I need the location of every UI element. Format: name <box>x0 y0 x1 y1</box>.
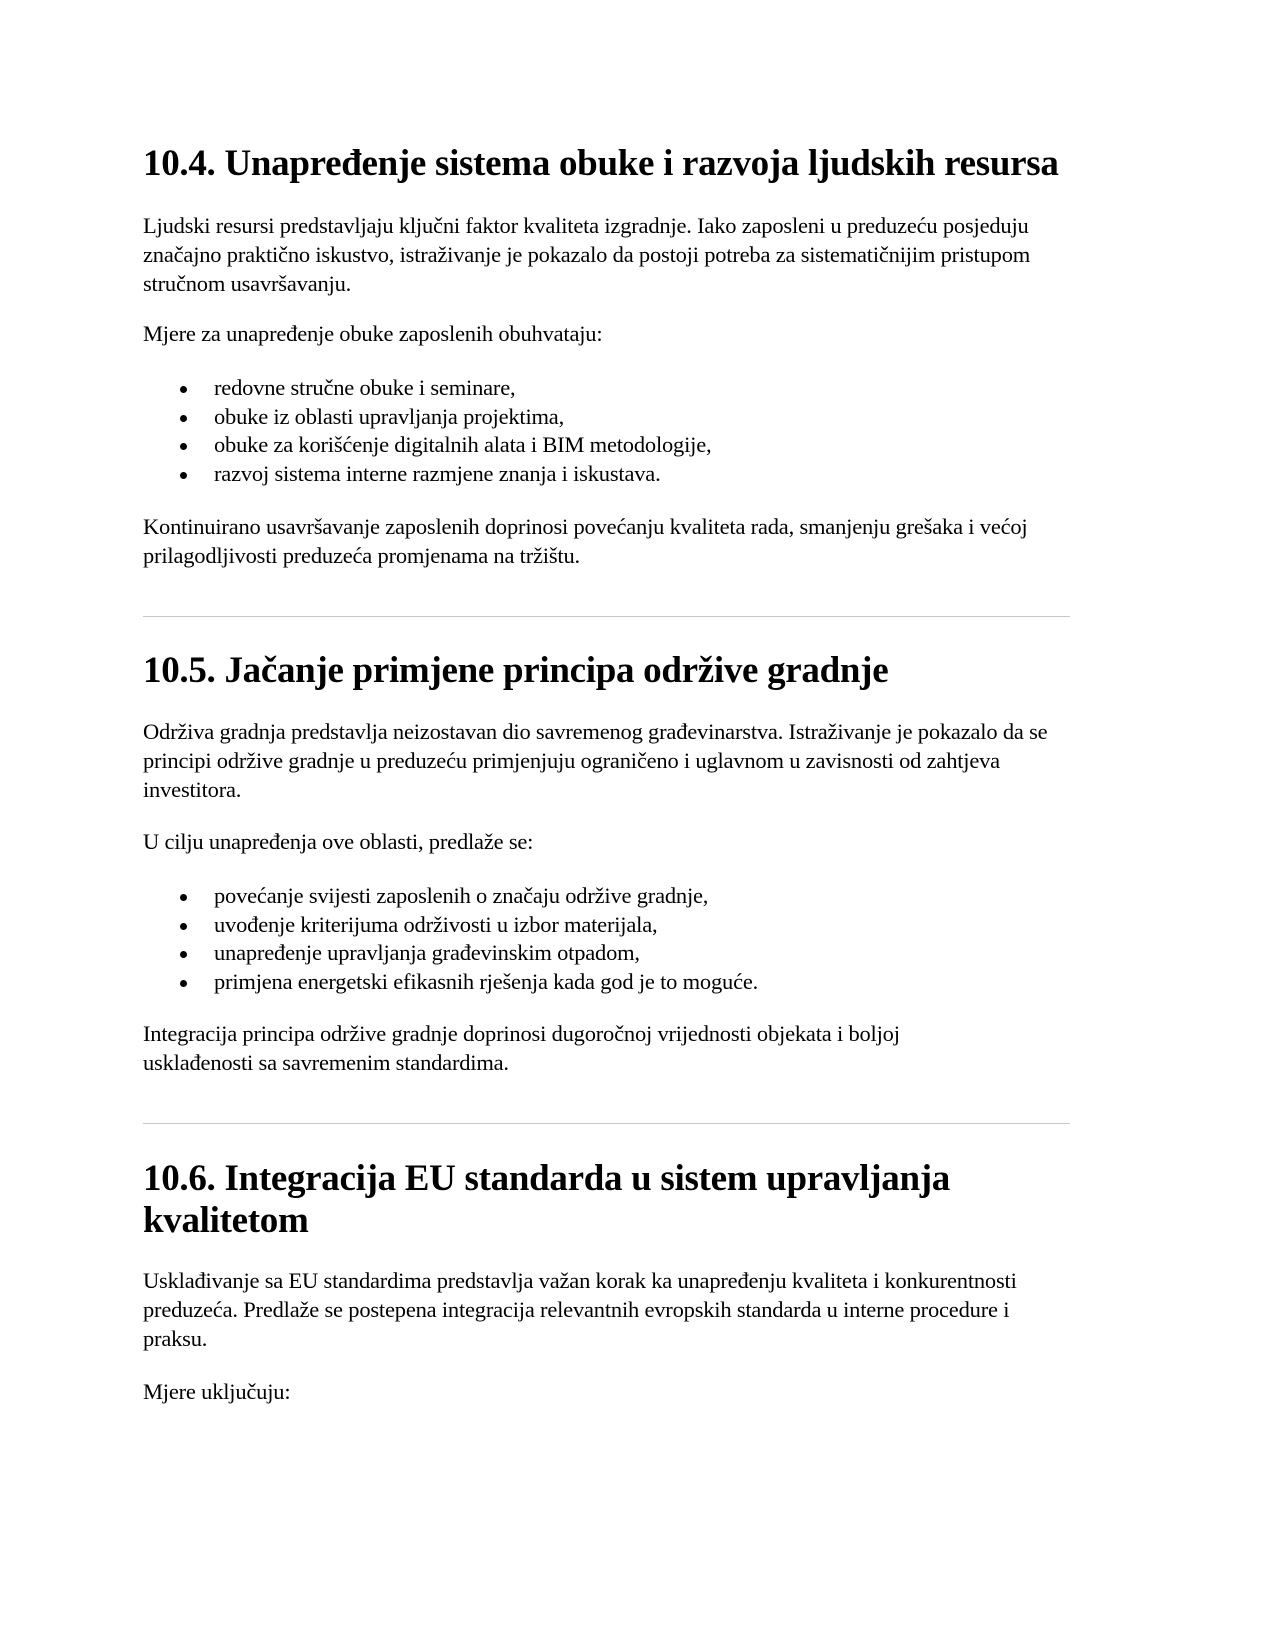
list-item <box>143 431 1070 460</box>
list-item <box>143 911 1070 940</box>
list-item-text: primjena energetski efikasnih rješenja kada god je to moguće. <box>214 968 759 994</box>
section-heading-10-4: 10.4. Unapređenje sistema obuke i razvoja ljudskih resursa <box>143 143 1059 184</box>
section-heading-10-5: 10.5. Jačanje primjene principa održive gradnje <box>143 650 889 691</box>
list-item-text: povećanje svijesti zaposlenih o značaju održive gradnje, <box>214 883 709 908</box>
bullet-icon <box>180 894 187 901</box>
bullet-icon <box>180 951 187 958</box>
bullet-icon <box>180 443 187 450</box>
section-10-4-intro: Ljudski resursi predstavljaju ključni faktor kvaliteta izgradnje. Iako zaposleni u preduzeću posjeduju značajno praktično iskustvo, istraživanje je pokazalo da postoji potreba za sistematičnijim pristupom stručnom usavršavanju. <box>143 213 1031 296</box>
list-item <box>143 460 1070 489</box>
list-item-text: razvoj sistema interne razmjene znanja i iskustava. <box>214 460 661 486</box>
section-10-5-intro: Održiva gradnja predstavlja neizostavan dio savremenog građevinarstva. Istraživanje je pokazalo da se principi održive gradnje u preduzeću primjenjuju ograničeno i uglavnom u zavisnosti od zahtjeva investitora. <box>143 719 1048 802</box>
bullet-icon <box>180 386 187 393</box>
list-item <box>143 882 1070 911</box>
list-item-text: obuke iz oblasti upravljanja projektima, <box>214 403 565 429</box>
section-10-5-lead: U cilju unapređenja ove oblasti, predlaže se: <box>143 829 534 854</box>
bullet-icon <box>180 472 187 479</box>
section-divider <box>143 1123 1070 1124</box>
list-item-text: unapređenje upravljanja građevinskim otpadom, <box>214 940 640 965</box>
list-item <box>143 968 1070 997</box>
section-10-4-lead: Mjere za unapređenje obuke zaposlenih obuhvataju: <box>143 321 603 346</box>
bullet-icon <box>180 415 187 422</box>
section-10-5-list <box>143 882 1070 996</box>
bullet-icon <box>180 980 187 987</box>
section-10-4-list <box>143 374 1070 488</box>
section-divider <box>143 616 1070 617</box>
list-item <box>143 939 1070 968</box>
list-item <box>143 403 1070 432</box>
section-10-6-intro: Usklađivanje sa EU standardima predstavlja važan korak ka unapređenju kvaliteta i konkurentnosti preduzeća. Predlaže se postepena integracija relevantnih evropskih standarda u interne procedure i praksu. <box>143 1268 1017 1351</box>
section-10-5-conclusion: Integracija principa održive gradnje doprinosi dugoročnoj vrijednosti objekata i boljoj usklađenosti sa savremenim standardima. <box>143 1021 900 1075</box>
list-item-text: redovne stručne obuke i seminare, <box>214 375 516 400</box>
section-heading-10-6: 10.6. Integracija EU standarda u sistem upravljanja kvalitetom <box>143 1158 950 1241</box>
list-item-text: uvođenje kriterijuma održivosti u izbor materijala, <box>214 911 658 937</box>
section-10-4-conclusion: Kontinuirano usavršavanje zaposlenih doprinosi povećanju kvaliteta rada, smanjenju grešaka i većoj prilagodljivosti preduzeća promjenama na tržištu. <box>143 514 1028 568</box>
bullet-icon <box>180 923 187 930</box>
section-10-6-lead: Mjere uključuju: <box>143 1379 291 1404</box>
list-item-text: obuke za korišćenje digitalnih alata i BIM metodologije, <box>214 432 712 457</box>
list-item <box>143 374 1070 403</box>
